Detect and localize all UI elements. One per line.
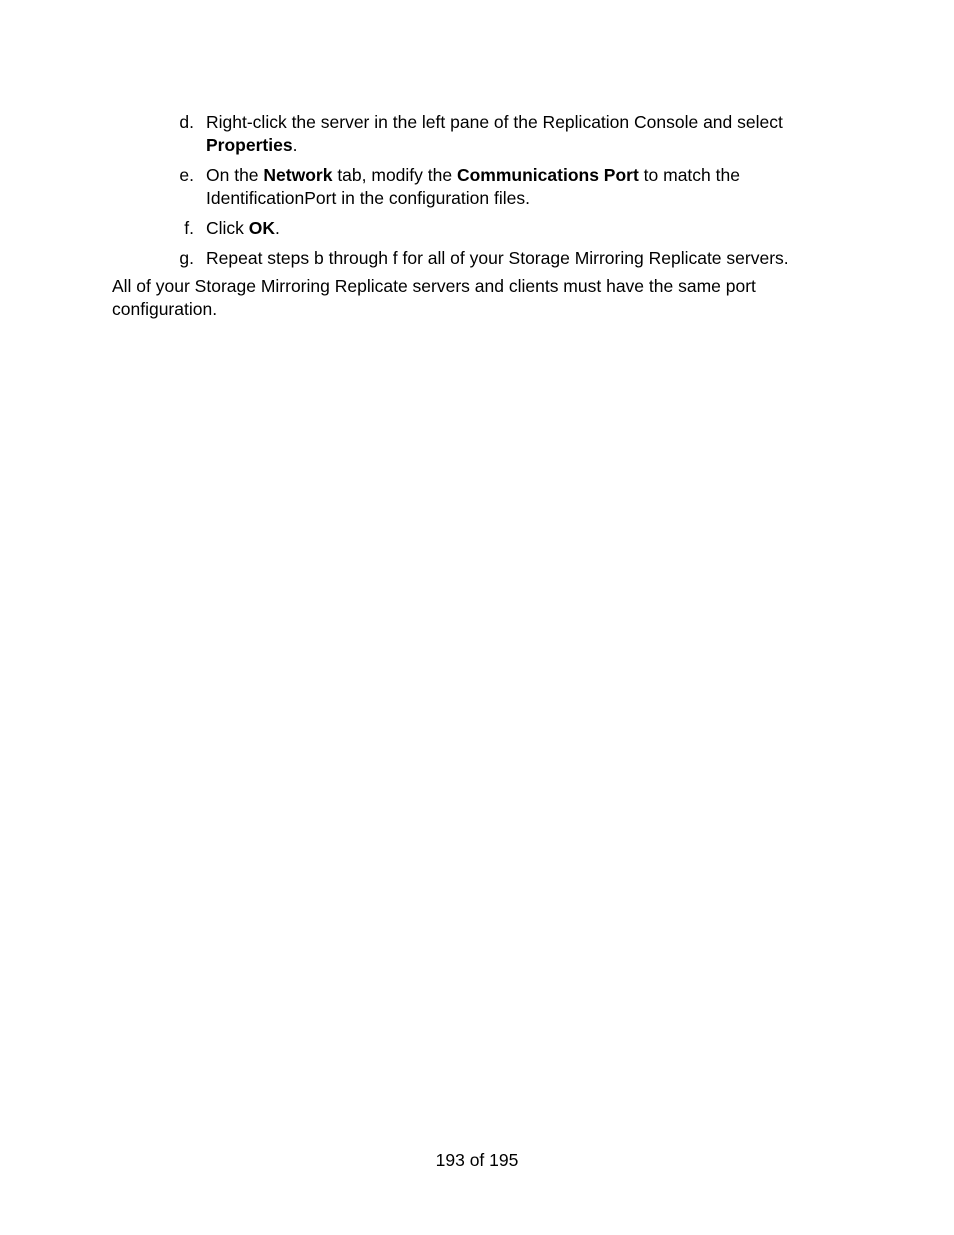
step-marker: e. (179, 165, 194, 185)
step-text: . (292, 135, 298, 155)
step-f (140, 217, 840, 240)
ui-term-network: Network (263, 165, 333, 185)
page-number: 193 of 195 (435, 1150, 519, 1170)
step-marker: f. (184, 218, 194, 238)
instruction-steps (140, 111, 840, 277)
step-text: On the (206, 165, 264, 185)
step-text: Click (206, 218, 249, 238)
body-paragraph: All of your Storage Mirroring Replicate servers and clients must have the same port configuration. (112, 276, 756, 319)
step-d (140, 111, 840, 157)
step-marker: d. (179, 112, 194, 132)
step-text: to match the IdentificationPort in the configuration files. (206, 165, 740, 208)
ui-term-properties: Properties (206, 135, 293, 155)
ui-term-ok: OK (248, 218, 276, 238)
ui-term-communications-port: Communications Port (456, 165, 639, 185)
step-g (140, 247, 840, 270)
step-e (140, 164, 840, 210)
step-marker: g. (179, 248, 194, 268)
step-text: tab, modify the (332, 165, 457, 185)
step-text: Repeat steps b through f for all of your Storage Mirroring Replicate servers. (206, 248, 789, 268)
step-text: . (275, 218, 280, 238)
step-text: Right-click the server in the left pane of the Replication Console and select (206, 112, 783, 132)
